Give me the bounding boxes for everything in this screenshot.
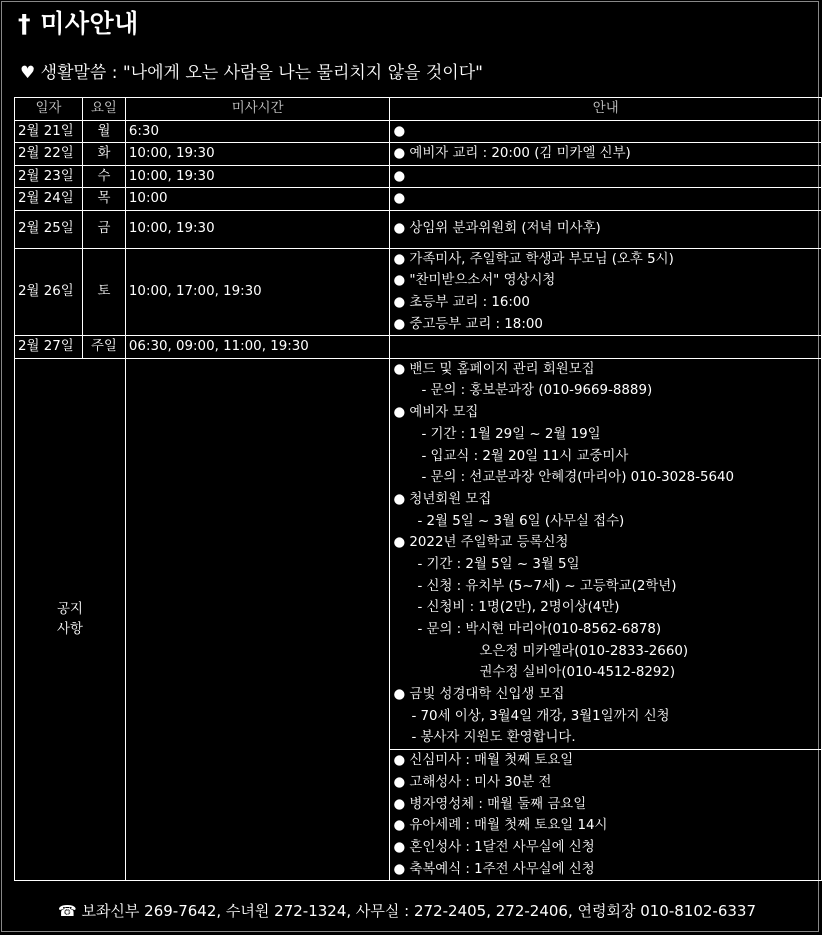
row-time: 10:00, 19:30: [125, 165, 390, 188]
row-date: 2월 26일: [15, 248, 83, 336]
row-time: 6:30: [125, 120, 390, 143]
header-day: 요일: [82, 98, 125, 121]
notice-label-line: 공지: [57, 601, 83, 617]
notice-label: [15, 358, 126, 881]
row-date: 2월 23일: [15, 165, 83, 188]
page-title: † 미사안내: [18, 9, 139, 38]
note-line: ● "찬미받으소서" 영상시청: [393, 273, 556, 289]
note-line: ● 중고등부 교리 : 18:00: [393, 316, 543, 332]
note-line: ● 가족미사, 주일학교 학생과 부모님 (오후 5시): [393, 251, 674, 267]
row-notes: ● 예비자 교리 : 20:00 (김 미카엘 신부): [390, 143, 822, 166]
row-day: 토: [82, 248, 125, 336]
notice-line: - 문의 : 선교분과장 안혜경(마리아) 010-3028-5640: [421, 470, 735, 486]
notice-line: ● 병자영성체 : 매월 둘째 금요일: [393, 796, 587, 812]
row-time: 10:00: [125, 188, 390, 211]
notice-line: ● 예비자 모집: [393, 405, 479, 421]
table-row: [15, 248, 822, 336]
row-date: 2월 24일: [15, 188, 83, 211]
notice-line: ● 2022년 주일학교 등록신청: [393, 535, 569, 551]
row-date: 2월 27일: [15, 336, 83, 359]
row-time: 10:00, 19:30: [125, 210, 390, 248]
row-time: 10:00, 17:00, 19:30: [125, 248, 390, 336]
notice-line: - 문의 : 홍보분과장 (010-9669-8889): [421, 383, 653, 399]
table-row: [15, 143, 822, 166]
table-row: [15, 188, 822, 211]
row-notes: [390, 336, 822, 359]
notice-line: ● 밴드 및 홈페이지 관리 회원모집: [393, 361, 595, 377]
notice-line: - 문의 : 박시현 마리아(010-8562-6878): [417, 622, 662, 637]
row-day: 주일: [82, 336, 125, 359]
notice-line: ● 금빛 성경대학 신입생 모집: [393, 687, 565, 703]
notice-label-line: 사항: [57, 621, 83, 637]
life-verse: ♥ 생활말씀 : "나에게 오는 사람을 나는 물리치지 않을 것이다": [20, 63, 483, 83]
notice-line: 오은정 미카엘라(010-2833-2660): [479, 643, 689, 659]
notice-line: - 봉사자 지원도 환영합니다.: [411, 730, 576, 746]
notice-line: - 70세 이상, 3월4일 개강, 3월1일까지 신청: [411, 708, 670, 724]
row-date: 2월 22일: [15, 143, 83, 166]
row-notes: ●: [390, 165, 822, 188]
row-notes: ●: [390, 120, 822, 143]
notice-line: - 신청비 : 1명(2만), 2명이상(4만): [417, 600, 620, 616]
contact-footer: ☎ 보좌신부 269-7642, 수녀원 272-1324, 사무실 : 272-2405, 272-2406, 연령회장 010-8102-6337: [58, 902, 757, 920]
header-info: 안내: [390, 98, 822, 121]
notice-line: ● 유아세례 : 매월 첫째 토요일 14시: [393, 818, 608, 834]
row-time: 10:00, 19:30: [125, 143, 390, 166]
row-day: 목: [82, 188, 125, 211]
notice-line: 권수정 실비아(010-4512-8292): [479, 665, 676, 681]
notice-line: - 기간 : 1월 29일 ~ 2월 19일: [421, 426, 601, 442]
row-date: 2월 21일: [15, 120, 83, 143]
notice-block-1: [390, 358, 822, 749]
row-day: 월: [82, 120, 125, 143]
notice-block-2: [390, 750, 822, 881]
notice-line: - 신청 : 유치부 (5~7세) ~ 고등학교(2학년): [417, 578, 677, 594]
notice-line: ● 혼인성사 : 1달전 사무실에 신청: [393, 839, 595, 855]
row-day: 화: [82, 143, 125, 166]
row-notes: ●: [390, 188, 822, 211]
notice-line: ● 청년회원 모집: [393, 491, 492, 507]
row-time: 06:30, 09:00, 11:00, 19:30: [125, 336, 390, 359]
table-header-row: [15, 98, 822, 121]
table-row: [15, 210, 822, 248]
notice-line: - 기간 : 2월 5일 ~ 3월 5일: [417, 556, 580, 572]
note-line: ● 초등부 교리 : 16:00: [393, 294, 530, 310]
notice-line: ● 고해성사 : 미사 30분 전: [393, 774, 552, 790]
row-notes: [390, 248, 822, 336]
notice-line: - 입교식 : 2월 20일 11시 교중미사: [421, 448, 629, 464]
notice-line: - 2월 5일 ~ 3월 6일 (사무실 접수): [417, 513, 625, 529]
row-day: 수: [82, 165, 125, 188]
row-date: 2월 25일: [15, 210, 83, 248]
row-day: 금: [82, 210, 125, 248]
table-row: [15, 336, 822, 359]
header-date: 일자: [15, 98, 83, 121]
notice-line: ● 축복예식 : 1주전 사무실에 신청: [393, 861, 595, 877]
table-row: [15, 120, 822, 143]
notice-row: [15, 358, 822, 749]
header-mass-time: 미사시간: [125, 98, 390, 121]
row-notes: ● 상임위 분과위원회 (저녁 미사후): [390, 210, 822, 248]
notice-line: ● 신심미사 : 매월 첫째 토요일: [393, 753, 574, 769]
table-row: [15, 165, 822, 188]
mass-schedule-table: [14, 97, 822, 881]
notice-empty-time: [125, 358, 390, 881]
